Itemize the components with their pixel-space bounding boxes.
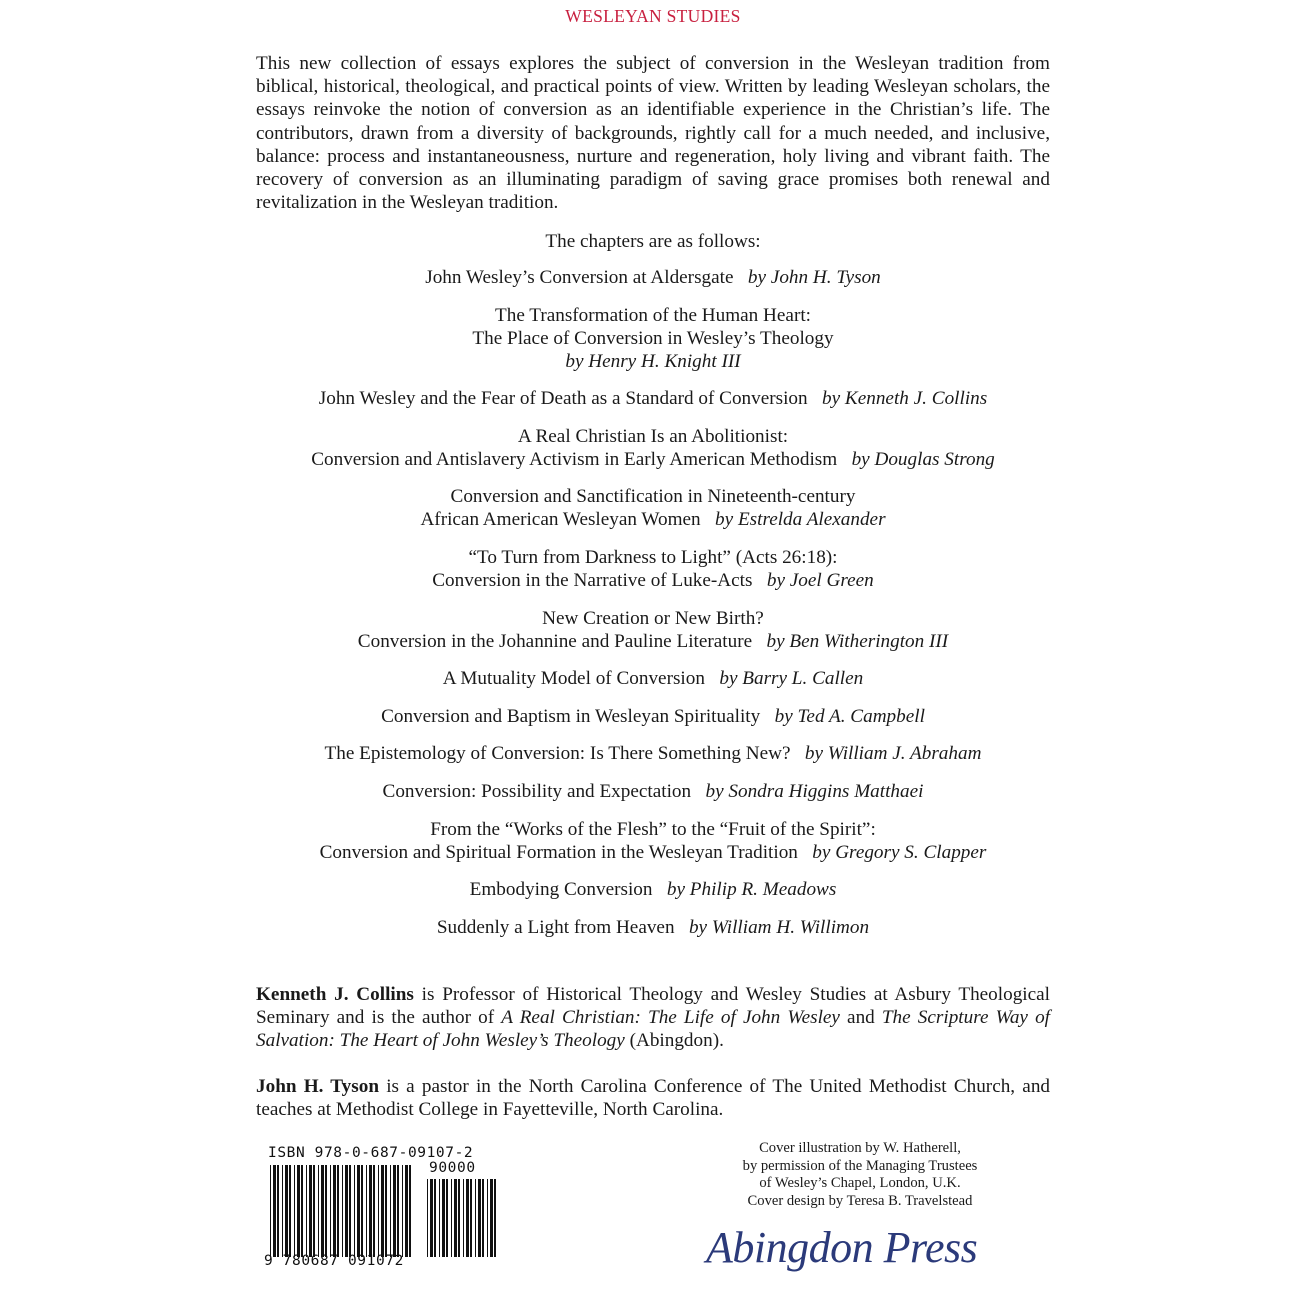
barcode-bar <box>381 1165 384 1257</box>
price-code: 90000 <box>429 1160 476 1176</box>
chapter-author: by Ben Witherington III <box>766 630 949 652</box>
chapter-title: John Wesley and the Fear of Death as a Standard of Conversion <box>318 388 808 410</box>
chapter-title: Conversion in the Narrative of Luke-Acts <box>432 569 753 591</box>
barcode-bar <box>342 1165 343 1257</box>
barcode-bar <box>321 1165 324 1257</box>
chapter-title-line: The Transformation of the Human Heart: <box>495 304 811 326</box>
chapter-item <box>196 266 1110 289</box>
barcode-bar <box>393 1165 396 1257</box>
barcode-bar <box>454 1179 457 1257</box>
chapter-title-line <box>196 569 1110 592</box>
bio-text: and <box>839 1007 882 1029</box>
cover-credits <box>700 1140 1020 1210</box>
barcode-bar <box>357 1165 360 1257</box>
chapter-author: by Gregory S. Clapper <box>812 841 987 863</box>
chapter-author: by Ted A. Campbell <box>774 705 925 727</box>
chapter-title-line <box>196 508 1110 531</box>
back-cover <box>256 0 1050 1299</box>
chapters-heading: The chapters are as follows: <box>545 231 761 252</box>
barcode-bar <box>378 1165 379 1257</box>
chapter-title-line: The Place of Conversion in Wesley’s Theology <box>472 327 834 349</box>
credit-line: by permission of the Managing Trustees <box>742 1157 978 1174</box>
barcode-bar <box>397 1165 399 1257</box>
chapter-title: The Epistemology of Conversion: Is There Something New? <box>324 743 791 765</box>
barcode-bar <box>313 1165 315 1257</box>
chapter-title-line: New Creation or New Birth? <box>542 607 764 629</box>
book-description: This new collection of essays explores the subject of conversion in the Wesleyan tradition from biblical, historical, theological, and practical points of view. Written by leading Wesleyan scholars, the essays reinvoke the notion of conversion as an identifiable experience in the Christian’s life. The contributors, drawn from a diversity of backgrounds, rightly call for a much needed, and inclusive, balance: process and instantaneousness, nurture and regeneration, holy living and vibrant faith. The recovery of conversion as an illuminating paradigm of saving grace promises both renewal and revitalization in the Wesleyan tradition. <box>256 53 1050 214</box>
barcode-bar <box>294 1165 295 1257</box>
barcode-bar <box>470 1179 472 1257</box>
editor-bio-tyson <box>256 1075 1050 1121</box>
barcode-bar <box>277 1165 279 1257</box>
chapter-item <box>196 878 1110 901</box>
chapter-title-line <box>196 266 1110 289</box>
chapter-item <box>196 607 1110 653</box>
barcode-bar <box>325 1165 327 1257</box>
chapter-item <box>196 916 1110 939</box>
chapter-title: Conversion: Possibility and Expectation <box>382 780 692 802</box>
credit-line: Cover illustration by W. Hatherell, <box>759 1140 961 1156</box>
barcode-bar <box>285 1165 288 1257</box>
chapter-item <box>196 667 1110 690</box>
isbn-barcode <box>264 1145 504 1275</box>
book-title: A Real Christian: The Life of John Wesley <box>501 1007 840 1029</box>
chapter-author: by Kenneth J. Collins <box>822 388 988 410</box>
barcode-bar <box>337 1165 339 1257</box>
chapter-title-line <box>196 448 1110 471</box>
chapter-author: by John H. Tyson <box>747 267 881 288</box>
chapter-title-line: “To Turn from Darkness to Light” (Acts 26:18): <box>468 546 838 568</box>
barcode-bar <box>369 1165 372 1257</box>
barcode-bar <box>446 1179 448 1257</box>
barcode-bar <box>487 1179 488 1257</box>
barcode-bar <box>442 1179 445 1257</box>
chapter-item <box>196 304 1110 373</box>
chapter-title: Embodying Conversion <box>469 879 653 901</box>
chapter-author: by Estrelda Alexander <box>715 509 886 531</box>
barcode-bar <box>494 1179 496 1257</box>
chapter-title-line <box>196 387 1110 410</box>
barcode-bar <box>366 1165 367 1257</box>
barcode-bar <box>466 1179 469 1257</box>
chapter-item <box>196 387 1110 410</box>
chapter-title: A Mutuality Model of Conversion <box>442 668 705 690</box>
barcode-bar <box>409 1165 411 1257</box>
barcode-bar <box>373 1165 375 1257</box>
chapter-author: by Sondra Higgins Matthaei <box>705 780 924 802</box>
barcode-bar <box>402 1165 403 1257</box>
editor-name: Kenneth J. Collins <box>256 984 414 1005</box>
editor-bio-collins <box>256 983 1050 1053</box>
barcode-bar <box>282 1165 283 1257</box>
chapter-title: Conversion and Spiritual Formation in the Wesleyan Tradition <box>319 841 798 863</box>
bio-text: is Professor of Historical Theology and Wesley Studies at Asbury Theological Seminary and is the author of <box>256 984 1050 1029</box>
barcode-bar <box>273 1165 276 1257</box>
chapter-title: Conversion and Baptism in Wesleyan Spirituality <box>381 705 761 727</box>
chapter-item <box>196 425 1110 471</box>
barcode-bar <box>306 1165 307 1257</box>
barcode-bar <box>361 1165 363 1257</box>
barcode-bar <box>345 1165 348 1257</box>
barcode-bar <box>490 1179 493 1257</box>
chapter-title-line <box>196 841 1110 864</box>
barcode-bar <box>478 1179 481 1257</box>
barcode-bar <box>333 1165 336 1257</box>
chapter-title-line <box>196 878 1110 901</box>
book-title: The Scripture Way of Salvation: The Heart of John Wesley’s Theology <box>256 1007 1050 1052</box>
chapter-author: by William J. Abraham <box>804 743 982 765</box>
barcode-bar <box>427 1179 428 1257</box>
chapter-item <box>196 485 1110 531</box>
chapter-title: Conversion and Antislavery Activism in Early American Methodism <box>311 448 838 470</box>
chapter-item <box>196 546 1110 592</box>
chapter-item <box>196 705 1110 728</box>
barcode-bar <box>309 1165 312 1257</box>
barcode-bar <box>458 1179 460 1257</box>
barcode-bar <box>451 1179 452 1257</box>
barcode-bar <box>482 1179 484 1257</box>
chapter-title-line <box>196 916 1110 939</box>
chapter-title: African American Wesleyan Women <box>420 509 701 531</box>
chapter-title-line: From the “Works of the Flesh” to the “Fruit of the Spirit”: <box>430 818 876 840</box>
isbn-label: ISBN 978-0-687-09107-2 <box>268 1145 474 1161</box>
chapter-list <box>196 266 1110 953</box>
barcode-bar <box>270 1165 271 1257</box>
chapter-title-line <box>196 667 1110 690</box>
chapter-author: by Barry L. Callen <box>719 668 864 690</box>
barcode-bar <box>434 1179 436 1257</box>
barcode-bar <box>301 1165 303 1257</box>
barcode-bar <box>430 1179 433 1257</box>
chapter-author: by Philip R. Meadows <box>666 879 837 901</box>
chapter-title-line <box>196 630 1110 653</box>
ean-digits: 9 780687 091072 <box>264 1253 404 1269</box>
chapter-author: by Joel Green <box>766 569 874 591</box>
chapter-title-line <box>196 780 1110 803</box>
barcode-bar <box>354 1165 355 1257</box>
bio-text: (Abingdon). <box>624 1030 724 1052</box>
barcode-bar <box>463 1179 464 1257</box>
series-title: WESLEYAN STUDIES <box>565 6 741 26</box>
chapter-author: by Henry H. Knight III <box>565 350 741 372</box>
barcode-bar <box>349 1165 351 1257</box>
barcode-bar <box>385 1165 387 1257</box>
chapter-title-line <box>196 705 1110 728</box>
chapter-item <box>196 780 1110 803</box>
editor-name: John H. Tyson <box>256 1076 379 1097</box>
barcode-bar <box>475 1179 476 1257</box>
chapter-author: by William H. Willimon <box>688 916 870 938</box>
barcode-bar <box>318 1165 319 1257</box>
barcode-bar <box>405 1165 408 1257</box>
barcode-bar <box>439 1179 440 1257</box>
chapter-title-line: Conversion and Sanctification in Nineteenth-century <box>450 486 856 508</box>
chapter-item <box>196 742 1110 765</box>
barcode-bar <box>390 1165 391 1257</box>
barcode-bar <box>289 1165 291 1257</box>
chapter-title: Suddenly a Light from Heaven <box>436 916 675 938</box>
chapter-item <box>196 818 1110 864</box>
publisher-logo: Abingdon Press <box>706 1223 978 1272</box>
chapter-title: Conversion in the Johannine and Pauline Literature <box>357 630 753 652</box>
credit-line: of Wesley’s Chapel, London, U.K. <box>759 1175 961 1192</box>
chapter-title-line: A Real Christian Is an Abolitionist: <box>517 425 789 447</box>
chapter-author: by Douglas Strong <box>851 448 995 470</box>
bio-text: is a pastor in the North Carolina Conference of The United Methodist Church, and teaches at Methodist College in Fayetteville, North Carolina. <box>256 1076 1051 1121</box>
credit-line: Cover design by Teresa B. Travelstead <box>747 1192 973 1209</box>
barcode-bar <box>297 1165 300 1257</box>
chapter-title-line <box>196 742 1110 765</box>
barcode-bar <box>330 1165 331 1257</box>
chapter-title: John Wesley’s Conversion at Aldersgate <box>425 267 734 288</box>
